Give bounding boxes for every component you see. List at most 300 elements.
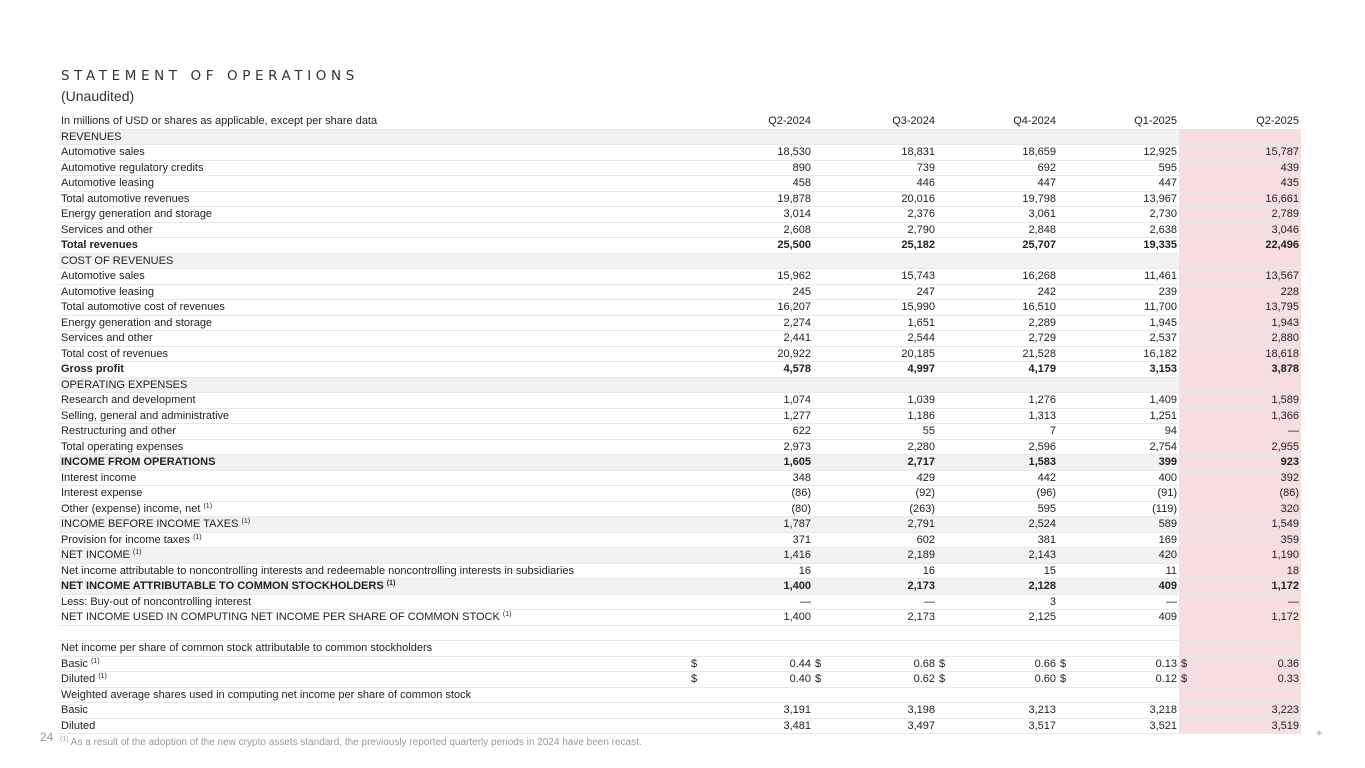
footnote-reference: (1) [386,580,396,587]
row-label-text: Net income per share of common stock attributable to common stockholders [61,642,433,654]
row-label [59,439,689,455]
value-cell: 15,990 [813,300,937,316]
value-cell: (86) [1179,486,1301,502]
value-cell: 3 [937,594,1058,610]
value-cell: 3,481 [689,718,813,734]
value-cell: 245 [689,284,813,300]
value-cell: 2,376 [813,207,937,223]
value-cell: 3,517 [937,718,1058,734]
table-row [59,408,1301,424]
row-label [59,672,689,688]
value-cell: 2,544 [813,331,937,347]
row-label-text: Total automotive cost of revenues [61,301,225,313]
value-cell: 16 [813,563,937,579]
table-row [59,269,1301,285]
row-label [59,238,689,254]
value-cell: 2,638 [1058,222,1179,238]
row-label [59,548,689,564]
value-cell: 400 [1058,470,1179,486]
value-cell: 18,618 [1179,346,1301,362]
row-label-text: Total operating expenses [61,440,184,453]
value-cell [937,641,1058,657]
table-row [59,207,1301,223]
value-cell: 18,659 [937,145,1058,161]
row-label-text: Provision for income taxes [61,533,190,546]
currency-symbol: $ [815,673,822,685]
value-cell: 2,125 [937,610,1058,626]
value-cell [1179,625,1301,641]
table-row [59,393,1301,409]
value-cell [689,129,813,145]
value-cell: 1,400 [689,610,813,626]
row-label-text: OPERATING EXPENSES [61,378,188,391]
row-label [59,656,689,672]
row-label-text: Restructuring and other [61,425,176,437]
value-cell: 458 [689,176,813,192]
value-cell: 2,189 [813,548,937,564]
value-cell: 1,277 [689,408,813,424]
row-label-text: Total automotive revenues [61,192,190,205]
footnote-reference: (1) [90,657,100,665]
value-cell [813,656,937,672]
footnote-text: As a result of the adoption of the new crypto assets standard, the previously reported quarterly periods in 2024 have been recast. [70,737,642,748]
value-cell: 1,409 [1058,393,1179,409]
currency-value [815,672,935,687]
value-text: 0.13 [1155,657,1177,670]
value-cell [1179,129,1301,145]
value-cell: — [1179,424,1301,440]
row-label [59,501,689,517]
row-label-text: Energy generation and storage [61,316,213,329]
page-number: 24 [40,730,54,744]
value-cell: 22,496 [1179,238,1301,254]
value-cell [1179,641,1301,657]
value-cell: 15,962 [689,269,813,285]
value-cell: 371 [689,532,813,548]
row-label [59,315,689,331]
currency-value [939,672,1056,687]
row-label [59,393,689,409]
currency-value [691,657,811,672]
value-cell: 16,510 [937,300,1058,316]
logo-icon: ◈ [1316,728,1323,737]
row-label [59,532,689,548]
row-label [59,377,689,393]
value-cell: 392 [1179,470,1301,486]
table-row [59,331,1301,347]
footnote-reference: (1) [132,549,142,556]
value-cell: 4,997 [813,362,937,378]
value-cell: 16 [689,563,813,579]
value-cell: 16,661 [1179,191,1301,207]
value-cell: 16,182 [1058,346,1179,362]
value-cell: (91) [1058,486,1179,502]
value-cell: 2,608 [689,222,813,238]
value-cell: 18,831 [813,145,937,161]
value-cell: 239 [1058,284,1179,300]
units-label: In millions of USD or shares as applicable, except per share data [59,114,689,129]
column-header: Q3-2024 [813,114,937,129]
value-cell: 15,787 [1179,145,1301,161]
statement-body [59,129,1301,734]
value-cell: 13,567 [1179,269,1301,285]
value-cell: 320 [1179,501,1301,517]
row-label-text: Gross profit [61,363,124,375]
value-cell: 2,537 [1058,331,1179,347]
value-text: 0.60 [1034,673,1056,685]
table-row [59,687,1301,703]
value-cell: 3,061 [937,207,1058,223]
table-row [59,284,1301,300]
value-cell: 18,530 [689,145,813,161]
value-cell: 242 [937,284,1058,300]
row-label [59,610,689,626]
table-row [59,641,1301,657]
footnote-reference: (1) [193,533,202,541]
value-cell: 2,289 [937,315,1058,331]
value-cell: 1,416 [689,548,813,564]
row-label [59,145,689,161]
value-cell: 1,787 [689,517,813,533]
value-cell: 2,596 [937,439,1058,455]
value-cell: 2,973 [689,439,813,455]
footnote-marker: (1) [60,736,69,743]
value-cell: 94 [1058,424,1179,440]
table-row [59,594,1301,610]
value-cell: 2,790 [813,222,937,238]
value-cell: — [689,594,813,610]
row-label-text: Total cost of revenues [61,347,169,360]
table-row [59,145,1301,161]
row-label [59,176,689,192]
value-cell: 2,280 [813,439,937,455]
currency-value [1181,672,1299,687]
statement-table [59,114,1301,734]
table-row [59,470,1301,486]
row-label [59,517,689,533]
table-row [59,579,1301,595]
value-cell: 228 [1179,284,1301,300]
row-label-text: Selling, general and administrative [61,409,230,422]
row-label-text: Other (expense) income, net [61,502,201,515]
row-label-text: Diluted [61,719,96,732]
value-cell: 21,528 [937,346,1058,362]
row-label-text: Weighted average shares used in computing net income per share of common stock [61,688,472,701]
section-header-row [59,253,1301,269]
value-cell [689,687,813,703]
table-row [59,517,1301,533]
value-cell: 4,179 [937,362,1058,378]
value-cell: 602 [813,532,937,548]
value-cell: 12,925 [1058,145,1179,161]
value-cell: 923 [1179,455,1301,471]
value-cell: 20,016 [813,191,937,207]
row-label-text: Net income attributable to noncontrolling interests and redeemable noncontrolling interests in subsidiaries [61,564,575,577]
row-label-text: Services and other [61,223,153,236]
row-label-text: NET INCOME ATTRIBUTABLE TO COMMON STOCKHOLDERS [61,580,384,592]
value-text: 0.44 [789,657,811,670]
value-cell: 2,274 [689,315,813,331]
value-cell [813,253,937,269]
row-label-text: Basic [61,704,88,716]
row-label [59,687,689,703]
page-title: STATEMENT OF OPERATIONS [61,68,359,84]
value-cell: 4,578 [689,362,813,378]
value-text: 0.66 [1034,657,1056,670]
table-header-row [59,114,1301,129]
value-cell: 622 [689,424,813,440]
value-cell: (263) [813,501,937,517]
currency-symbol: $ [939,673,946,685]
currency-symbol: $ [815,657,822,670]
table-row [59,718,1301,734]
column-header: Q1-2025 [1058,114,1179,129]
value-cell: 2,754 [1058,439,1179,455]
value-cell: 2,717 [813,455,937,471]
table-row [59,160,1301,176]
value-cell: 7 [937,424,1058,440]
row-label [59,579,689,595]
value-cell [1058,687,1179,703]
currency-symbol: $ [939,657,946,670]
value-cell [1058,377,1179,393]
value-cell: 1,039 [813,393,937,409]
table-row [59,455,1301,471]
value-cell: 446 [813,176,937,192]
row-label-text: Automotive sales [61,270,145,282]
value-cell [937,253,1058,269]
value-cell: 409 [1058,579,1179,595]
row-label-text: NET INCOME USED IN COMPUTING NET INCOME PER SHARE OF COMMON STOCK [61,611,500,623]
value-cell: 359 [1179,532,1301,548]
value-cell: 1,943 [1179,315,1301,331]
value-cell [1058,672,1179,688]
row-label [59,284,689,300]
table-row [59,346,1301,362]
value-cell: (80) [689,501,813,517]
value-text: 0.33 [1277,673,1299,685]
value-cell: 3,198 [813,703,937,719]
value-cell: (119) [1058,501,1179,517]
value-cell [689,253,813,269]
value-text: 0.68 [913,657,935,670]
value-cell: 447 [1058,176,1179,192]
table-row [59,439,1301,455]
value-cell: 11,700 [1058,300,1179,316]
row-label [59,253,689,269]
value-cell: 2,730 [1058,207,1179,223]
value-cell [689,656,813,672]
currency-symbol: $ [1060,657,1067,670]
row-label [59,362,689,378]
value-cell [1179,672,1301,688]
row-label [59,408,689,424]
value-cell: 1,172 [1179,579,1301,595]
footnote-reference: (1) [241,518,251,525]
row-label-text: Less: Buy-out of noncontrolling interest [61,595,252,608]
value-cell: 19,798 [937,191,1058,207]
value-cell: — [813,594,937,610]
value-cell: 3,153 [1058,362,1179,378]
row-label [59,718,689,734]
value-cell: 13,967 [1058,191,1179,207]
value-cell: 1,583 [937,455,1058,471]
value-cell: 595 [937,501,1058,517]
value-cell [937,625,1058,641]
value-cell: 1,945 [1058,315,1179,331]
value-cell: 3,519 [1179,718,1301,734]
value-cell: 11 [1058,563,1179,579]
row-label [59,486,689,502]
value-cell: 3,191 [689,703,813,719]
table-row [59,486,1301,502]
value-cell: (96) [937,486,1058,502]
row-label [59,703,689,719]
table-row [59,532,1301,548]
table-row [59,176,1301,192]
value-cell: 3,014 [689,207,813,223]
section-header-row [59,377,1301,393]
value-cell: 1,605 [689,455,813,471]
value-cell [689,641,813,657]
value-cell: 2,128 [937,579,1058,595]
row-label-text: NET INCOME [61,549,130,561]
value-cell [689,377,813,393]
value-cell: 25,707 [937,238,1058,254]
value-cell: 1,400 [689,579,813,595]
row-label-text: INCOME FROM OPERATIONS [61,456,216,468]
value-cell: 1,549 [1179,517,1301,533]
value-cell: 25,500 [689,238,813,254]
row-label [59,625,689,641]
column-header: Q2-2025 [1179,114,1301,129]
value-cell: 55 [813,424,937,440]
value-cell: 247 [813,284,937,300]
value-cell: 25,182 [813,238,937,254]
value-cell: 2,880 [1179,331,1301,347]
value-cell [1058,641,1179,657]
value-cell [937,377,1058,393]
row-label-text: REVENUES [61,130,122,143]
value-cell: 3,223 [1179,703,1301,719]
value-cell: 1,186 [813,408,937,424]
value-cell: 1,313 [937,408,1058,424]
value-cell: 16,268 [937,269,1058,285]
value-cell: 2,848 [937,222,1058,238]
value-cell: 420 [1058,548,1179,564]
value-cell: 13,795 [1179,300,1301,316]
value-cell: 1,251 [1058,408,1179,424]
currency-symbol: $ [691,673,698,685]
row-label [59,331,689,347]
value-cell [1058,129,1179,145]
table-row [59,300,1301,316]
value-cell: 20,185 [813,346,937,362]
value-cell: 1,074 [689,393,813,409]
value-cell: 1,276 [937,393,1058,409]
value-cell: 2,173 [813,610,937,626]
currency-value [691,672,811,687]
value-cell: 3,497 [813,718,937,734]
value-cell: 447 [937,176,1058,192]
value-cell: 19,335 [1058,238,1179,254]
value-cell: 3,218 [1058,703,1179,719]
value-cell [1058,625,1179,641]
value-cell: 739 [813,160,937,176]
row-label-text: Diluted [61,673,96,685]
row-label-text: Interest income [61,471,137,484]
row-label-text: INCOME BEFORE INCOME TAXES [61,518,239,530]
value-cell: 1,651 [813,315,937,331]
value-cell: 348 [689,470,813,486]
value-cell: 2,955 [1179,439,1301,455]
value-cell [813,687,937,703]
row-label [59,191,689,207]
row-label-text: Total revenues [61,239,138,251]
row-label [59,641,689,657]
table-row [59,424,1301,440]
value-cell: 399 [1058,455,1179,471]
value-cell [1179,656,1301,672]
value-cell [937,129,1058,145]
footnote [60,737,642,748]
row-label [59,424,689,440]
value-cell: 20,922 [689,346,813,362]
row-label [59,594,689,610]
currency-symbol: $ [691,657,698,670]
value-cell [1179,377,1301,393]
row-label-text: Automotive leasing [61,177,154,189]
value-cell [1058,656,1179,672]
table-row [59,191,1301,207]
row-label-text: COST OF REVENUES [61,254,174,267]
value-cell: 595 [1058,160,1179,176]
value-cell: 18 [1179,563,1301,579]
currency-value [1181,657,1299,672]
value-cell: 435 [1179,176,1301,192]
table-row [59,563,1301,579]
value-cell: 19,878 [689,191,813,207]
row-label [59,129,689,145]
value-cell: 409 [1058,610,1179,626]
value-cell: 15 [937,563,1058,579]
row-label-text: Automotive sales [61,146,145,158]
row-label-text: Research and development [61,394,196,406]
currency-value [939,657,1056,672]
value-cell: 2,173 [813,579,937,595]
row-label [59,455,689,471]
value-cell: 15,743 [813,269,937,285]
value-cell: 1,589 [1179,393,1301,409]
value-cell: 381 [937,532,1058,548]
value-cell: 169 [1058,532,1179,548]
currency-value [1060,657,1177,672]
value-cell: 2,143 [937,548,1058,564]
row-label-text: Basic [61,657,88,670]
value-cell [813,672,937,688]
value-cell: 1,172 [1179,610,1301,626]
table-row [59,610,1301,626]
currency-value [1060,672,1177,687]
currency-symbol: $ [1181,657,1188,670]
value-text: 0.40 [789,673,811,685]
value-cell: 442 [937,470,1058,486]
value-cell: 3,878 [1179,362,1301,378]
table-row [59,625,1301,641]
value-cell: 589 [1058,517,1179,533]
value-cell: 429 [813,470,937,486]
footnote-reference: (1) [98,673,107,680]
